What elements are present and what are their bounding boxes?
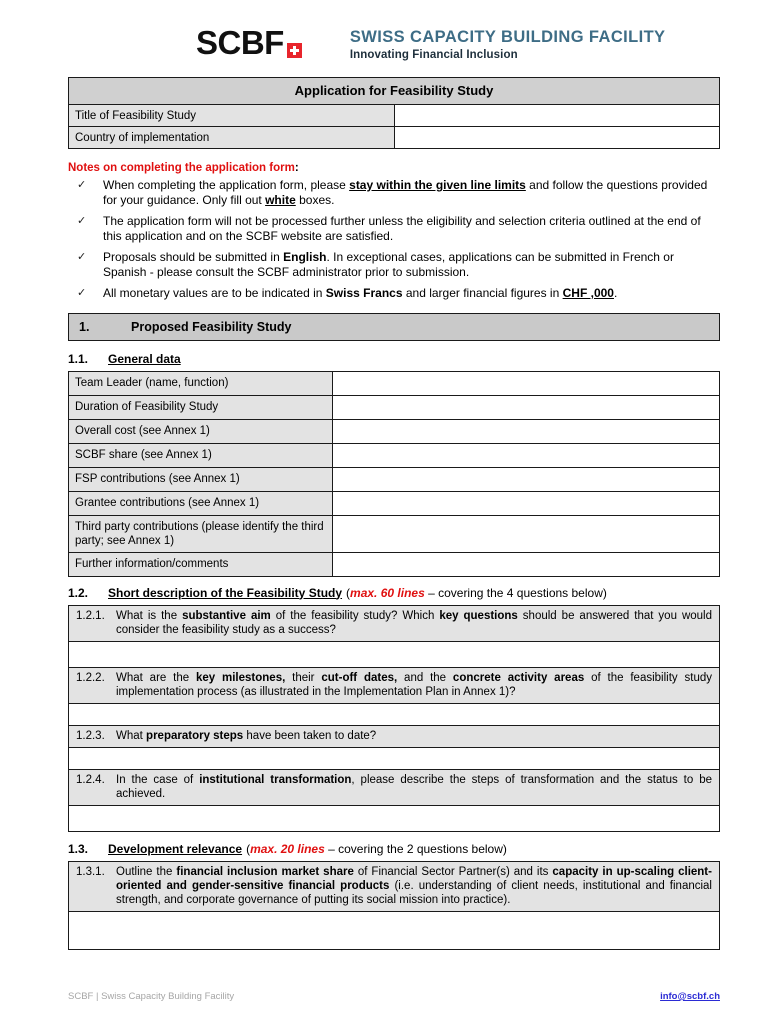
general-data-input[interactable] [333,443,720,467]
subheading-1-2-tail: – covering the 4 questions below) [424,585,607,600]
text-fragment: concrete activity areas [452,671,585,684]
table-row [69,467,720,491]
page-title: Application for Feasibility Study [69,78,720,105]
question-body [116,729,712,743]
notes-heading [68,162,768,174]
question-body [116,773,712,801]
subheading-1-1-number: 1.1. [68,351,89,366]
subheading-1-3-title: Development relevance [108,841,243,856]
question-text [69,605,720,641]
brand-text [350,26,666,63]
question-row [69,605,720,641]
general-data-label: Overall cost (see Annex 1) [69,419,333,443]
text-fragment: and larger financial figures in [402,286,563,300]
text-fragment: (i.e. understanding of client needs, institutional and financial strength, and corporate governance of putting its social mission into practice). [116,879,712,906]
question-text [69,667,720,703]
general-data-label: Duration of Feasibility Study [69,395,333,419]
answer-row [69,805,720,831]
notes-list [68,178,720,301]
note-item-text [103,178,707,207]
text-fragment: stay within the given line limits [349,178,526,192]
swiss-flag-icon [287,43,302,58]
table-row [69,78,720,105]
answer-row [69,747,720,769]
text-fragment: capacity in up-scaling client-oriented and gender-sensitive financial products [116,865,712,892]
questions-1-2-table [68,605,720,832]
input-country-of-implementation[interactable] [394,127,720,149]
answer-row [69,911,720,949]
text-fragment: When completing the application form, please [103,178,350,192]
text-fragment: In the case of [116,773,200,786]
text-fragment: cut-off dates, [321,671,398,684]
general-data-label: FSP contributions (see Annex 1) [69,467,333,491]
table-row [69,105,720,127]
question-number: 1.2.2. [76,671,105,684]
general-data-input[interactable] [333,371,720,395]
subheading-1-2-limit: max. 60 lines [350,585,425,600]
subheading-1-2-paren: ( [346,585,351,600]
general-data-label: Third party contributions (please identify the third party; see Annex 1) [69,515,333,552]
text-fragment: Proposals should be submitted in [103,250,284,264]
note-item [68,286,720,301]
subheading-1-3-tail: – covering the 2 questions below) [324,841,507,856]
text-fragment: preparatory steps [146,729,244,742]
notes-heading-text: Notes on completing the application form [68,162,295,174]
brand-header [196,0,768,68]
general-data-input[interactable] [333,552,720,576]
text-fragment: should be answered that you would consider the feasibility study as a success? [116,609,712,636]
general-data-input[interactable] [333,491,720,515]
section-1-bar [68,313,720,341]
note-item-text [103,250,674,279]
text-fragment: All monetary values are to be indicated in [103,286,326,300]
questions-1-3-table [68,861,720,950]
footer-email-link[interactable]: info@scbf.ch [660,991,720,1002]
page-footer [68,991,720,1002]
section-1-number: 1. [79,319,90,334]
question-row [69,725,720,747]
text-fragment: . In exceptional cases, applications can be submitted in French or Spanish - please consult the SCBF administrator prior to submission. [103,250,674,279]
answer-input[interactable] [69,703,720,725]
text-fragment: and follow the questions provided for your guidance. Only fill out [103,178,708,207]
check-mark-icon: ✓ [77,215,87,227]
question-text [69,769,720,805]
general-data-input[interactable] [333,515,720,552]
logo-wordmark: SCBF [196,24,284,61]
general-data-label: SCBF share (see Annex 1) [69,443,333,467]
question-number: 1.2.4. [76,773,105,786]
text-fragment: CHF ,000 [562,286,614,300]
question-body [116,671,712,699]
note-item [68,178,720,207]
text-fragment: of the feasibility study? Which [270,609,440,622]
subheading-1-3-limit: max. 20 lines [250,841,325,856]
footer-organisation: SCBF | Swiss Capacity Building Facility [68,991,235,1002]
table-row [69,491,720,515]
question-text [69,725,720,747]
subheading-1-3-number: 1.3. [68,841,89,856]
subheading-1-2 [68,586,720,600]
scbf-logo [196,26,302,60]
subheading-1-3-paren: ( [246,841,251,856]
text-fragment: Swiss Francs [325,286,403,300]
note-item-text [103,214,701,243]
text-fragment: key questions [439,609,518,622]
text-fragment: white [265,192,296,207]
text-fragment: financial inclusion market share [176,865,354,878]
notes-heading-colon: : [294,162,299,174]
answer-row [69,703,720,725]
text-fragment: The application form will not be processed further unless the eligibility and selection criteria outlined at the end of this application and on the SCBF website are satisfied. [103,214,701,243]
question-number: 1.3.1. [76,865,105,878]
text-fragment: their [285,671,322,684]
question-number: 1.2.1. [76,609,105,622]
label-country-of-implementation: Country of implementation [69,127,395,149]
check-mark-icon: ✓ [77,251,87,263]
note-item [68,250,720,279]
general-data-input[interactable] [333,395,720,419]
check-mark-icon: ✓ [77,287,87,299]
text-fragment: English [283,250,327,264]
general-data-input[interactable] [333,419,720,443]
note-item [68,214,720,243]
general-data-table [68,371,720,577]
subheading-1-2-number: 1.2. [68,585,89,600]
table-row [69,443,720,467]
text-fragment: substantive aim [182,609,271,622]
question-row [69,667,720,703]
text-fragment: institutional transformation [199,773,352,786]
subheading-1-1 [68,352,720,366]
brand-title: SWISS CAPACITY BUILDING FACILITY [349,28,666,46]
subheading-1-3 [68,842,720,856]
subheading-1-1-title: General data [108,351,181,366]
table-row [69,515,720,552]
table-row [69,552,720,576]
answer-input[interactable] [69,911,720,949]
question-row [69,769,720,805]
answer-input[interactable] [69,747,720,769]
general-data-label: Team Leader (name, function) [69,371,333,395]
application-header-table [68,77,720,149]
label-title-of-study: Title of Feasibility Study [69,105,395,127]
text-fragment: of Financial Sector Partner(s) and its [353,865,553,878]
input-title-of-study[interactable] [394,105,720,127]
text-fragment: What [116,729,147,742]
text-fragment: boxes. [295,192,335,207]
table-row [69,127,720,149]
section-1-title: Proposed Feasibility Study [131,319,292,334]
text-fragment: , please describe the steps of transformation and the status to be achieved. [116,773,712,800]
question-body [116,865,712,907]
table-row [69,419,720,443]
text-fragment: Outline the [116,865,177,878]
text-fragment: key milestones, [195,671,286,684]
table-row [69,371,720,395]
answer-row [69,641,720,667]
question-row [69,861,720,911]
check-mark-icon: ✓ [77,179,87,191]
question-body [116,609,712,637]
answer-input[interactable] [69,805,720,831]
subheading-1-2-title: Short description of the Feasibility Study [108,585,343,600]
note-item-text [103,286,617,300]
brand-tagline: Innovating Financial Inclusion [349,49,518,61]
text-fragment: What are the [116,671,196,684]
question-text [69,861,720,911]
text-fragment: have been taken to date? [243,729,377,742]
question-number: 1.2.3. [76,729,105,742]
table-row [69,395,720,419]
general-data-label: Further information/comments [69,552,333,576]
answer-input[interactable] [69,641,720,667]
text-fragment: What is the [116,609,183,622]
text-fragment: and the [397,671,453,684]
general-data-label: Grantee contributions (see Annex 1) [69,491,333,515]
general-data-input[interactable] [333,467,720,491]
text-fragment: of the feasibility study implementation process (as illustrated in the Implementation Plan in Annex 1)? [116,671,712,698]
text-fragment: . [613,286,618,300]
